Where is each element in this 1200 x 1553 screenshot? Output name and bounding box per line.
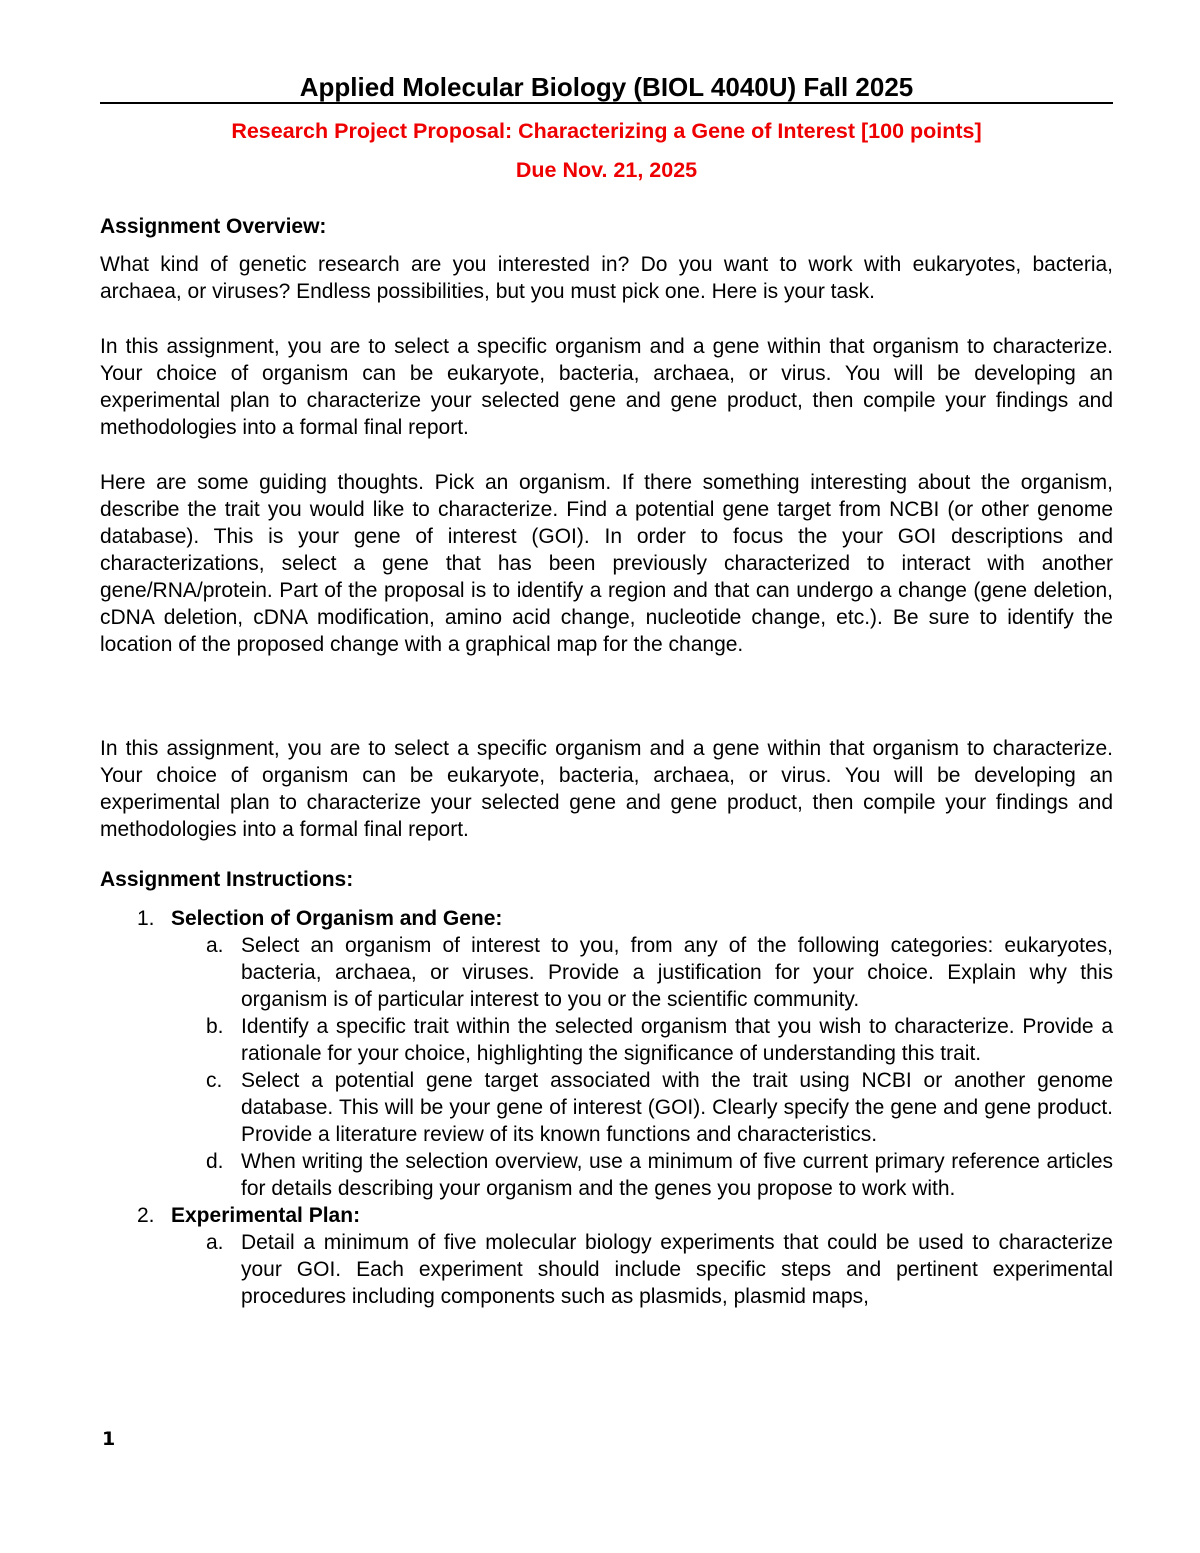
- sub-list-text: Select a potential gene target associated with the trait using NCBI or another genome database. This will be your gene of interest (GOI). Clearly specify the gene and gene product. Provide a literature review of its known functions and characteristics.: [241, 1069, 1113, 1146]
- sub-list-item: [100, 1067, 1113, 1148]
- sub-list-item: [100, 1229, 1113, 1310]
- sub-list-letter: a.: [206, 934, 224, 957]
- sub-list-letter: b.: [206, 1015, 224, 1038]
- title-divider: [100, 102, 1113, 104]
- page-number: 1: [102, 1428, 116, 1450]
- sub-list-item: [100, 932, 1113, 1013]
- document-title: Applied Molecular Biology (BIOL 4040U) Fall 2025: [299, 72, 914, 102]
- list-item-heading: Experimental Plan:: [171, 1204, 361, 1227]
- overview-heading: Assignment Overview:: [100, 215, 327, 238]
- sub-list-text: Identify a specific trait within the selected organism that you wish to characterize. Provide a rationale for your choice, highlighting the significance of understanding this trait.: [241, 1015, 1113, 1065]
- overview-paragraph: In this assignment, you are to select a specific organism and a gene within that organism to characterize. Your choice of organism can be eukaryote, bacteria, archaea, or virus. You will be developing an experimental plan to characterize your selected gene and gene product, then compile your findings and methodologies into a formal final report.: [100, 737, 1113, 841]
- sub-list-text: Select an organism of interest to you, from any of the following categories: eukaryotes, bacteria, archaea, or viruses. Provide a justification for your choice. Explain why this organism is of particular interest to you or the scientific community.: [241, 934, 1113, 1011]
- list-number: 1.: [137, 907, 155, 930]
- sub-list-text: When writing the selection overview, use a minimum of five current primary reference articles for details describing your organism and the genes you propose to work with.: [241, 1150, 1113, 1200]
- instructions-list: [100, 905, 1113, 1310]
- sub-list-letter: a.: [206, 1231, 224, 1254]
- sub-list-text: Detail a minimum of five molecular biology experiments that could be used to characterize your GOI. Each experiment should include specific steps and pertinent experimental procedures including components such as plasmids, plasmid maps,: [241, 1231, 1113, 1308]
- sub-list-item: [100, 1148, 1113, 1202]
- list-number: 2.: [137, 1204, 155, 1227]
- list-item: [100, 1202, 1113, 1229]
- instructions-heading: Assignment Instructions:: [100, 868, 354, 891]
- overview-paragraph: In this assignment, you are to select a specific organism and a gene within that organism to characterize. Your choice of organism can be eukaryote, bacteria, archaea, or virus. You will be developing an experimental plan to characterize your selected gene and gene product, then compile your findings and methodologies into a formal final report.: [100, 335, 1113, 439]
- sub-list-letter: d.: [206, 1150, 224, 1173]
- due-date: Due Nov. 21, 2025: [515, 158, 698, 182]
- sub-list-letter: c.: [206, 1069, 223, 1092]
- overview-paragraph: Here are some guiding thoughts. Pick an organism. If there something interesting about the organism, describe the trait you would like to characterize. Find a potential gene target from NCBI (or other genome database). This is your gene of interest (GOI). In order to focus the your GOI descriptions and characterizations, select a gene that has been previously characterized to interact with another gene/RNA/protein. Part of the proposal is to identify a region and that can undergo a change (gene deletion, cDNA deletion, cDNA modification, amino acid change, nucleotide change, etc.). Be sure to identify the location of the proposed change with a graphical map for the change.: [100, 471, 1113, 656]
- overview-paragraph: What kind of genetic research are you interested in? Do you want to work with eukaryotes, bacteria, archaea, or viruses? Endless possibilities, but you must pick one. Here is your task.: [100, 253, 1113, 303]
- document-subtitle: Research Project Proposal: Characterizing a Gene of Interest [100 points]: [231, 119, 982, 143]
- sub-list-item: [100, 1013, 1113, 1067]
- list-item: [100, 905, 1113, 932]
- list-item-heading: Selection of Organism and Gene:: [171, 907, 503, 930]
